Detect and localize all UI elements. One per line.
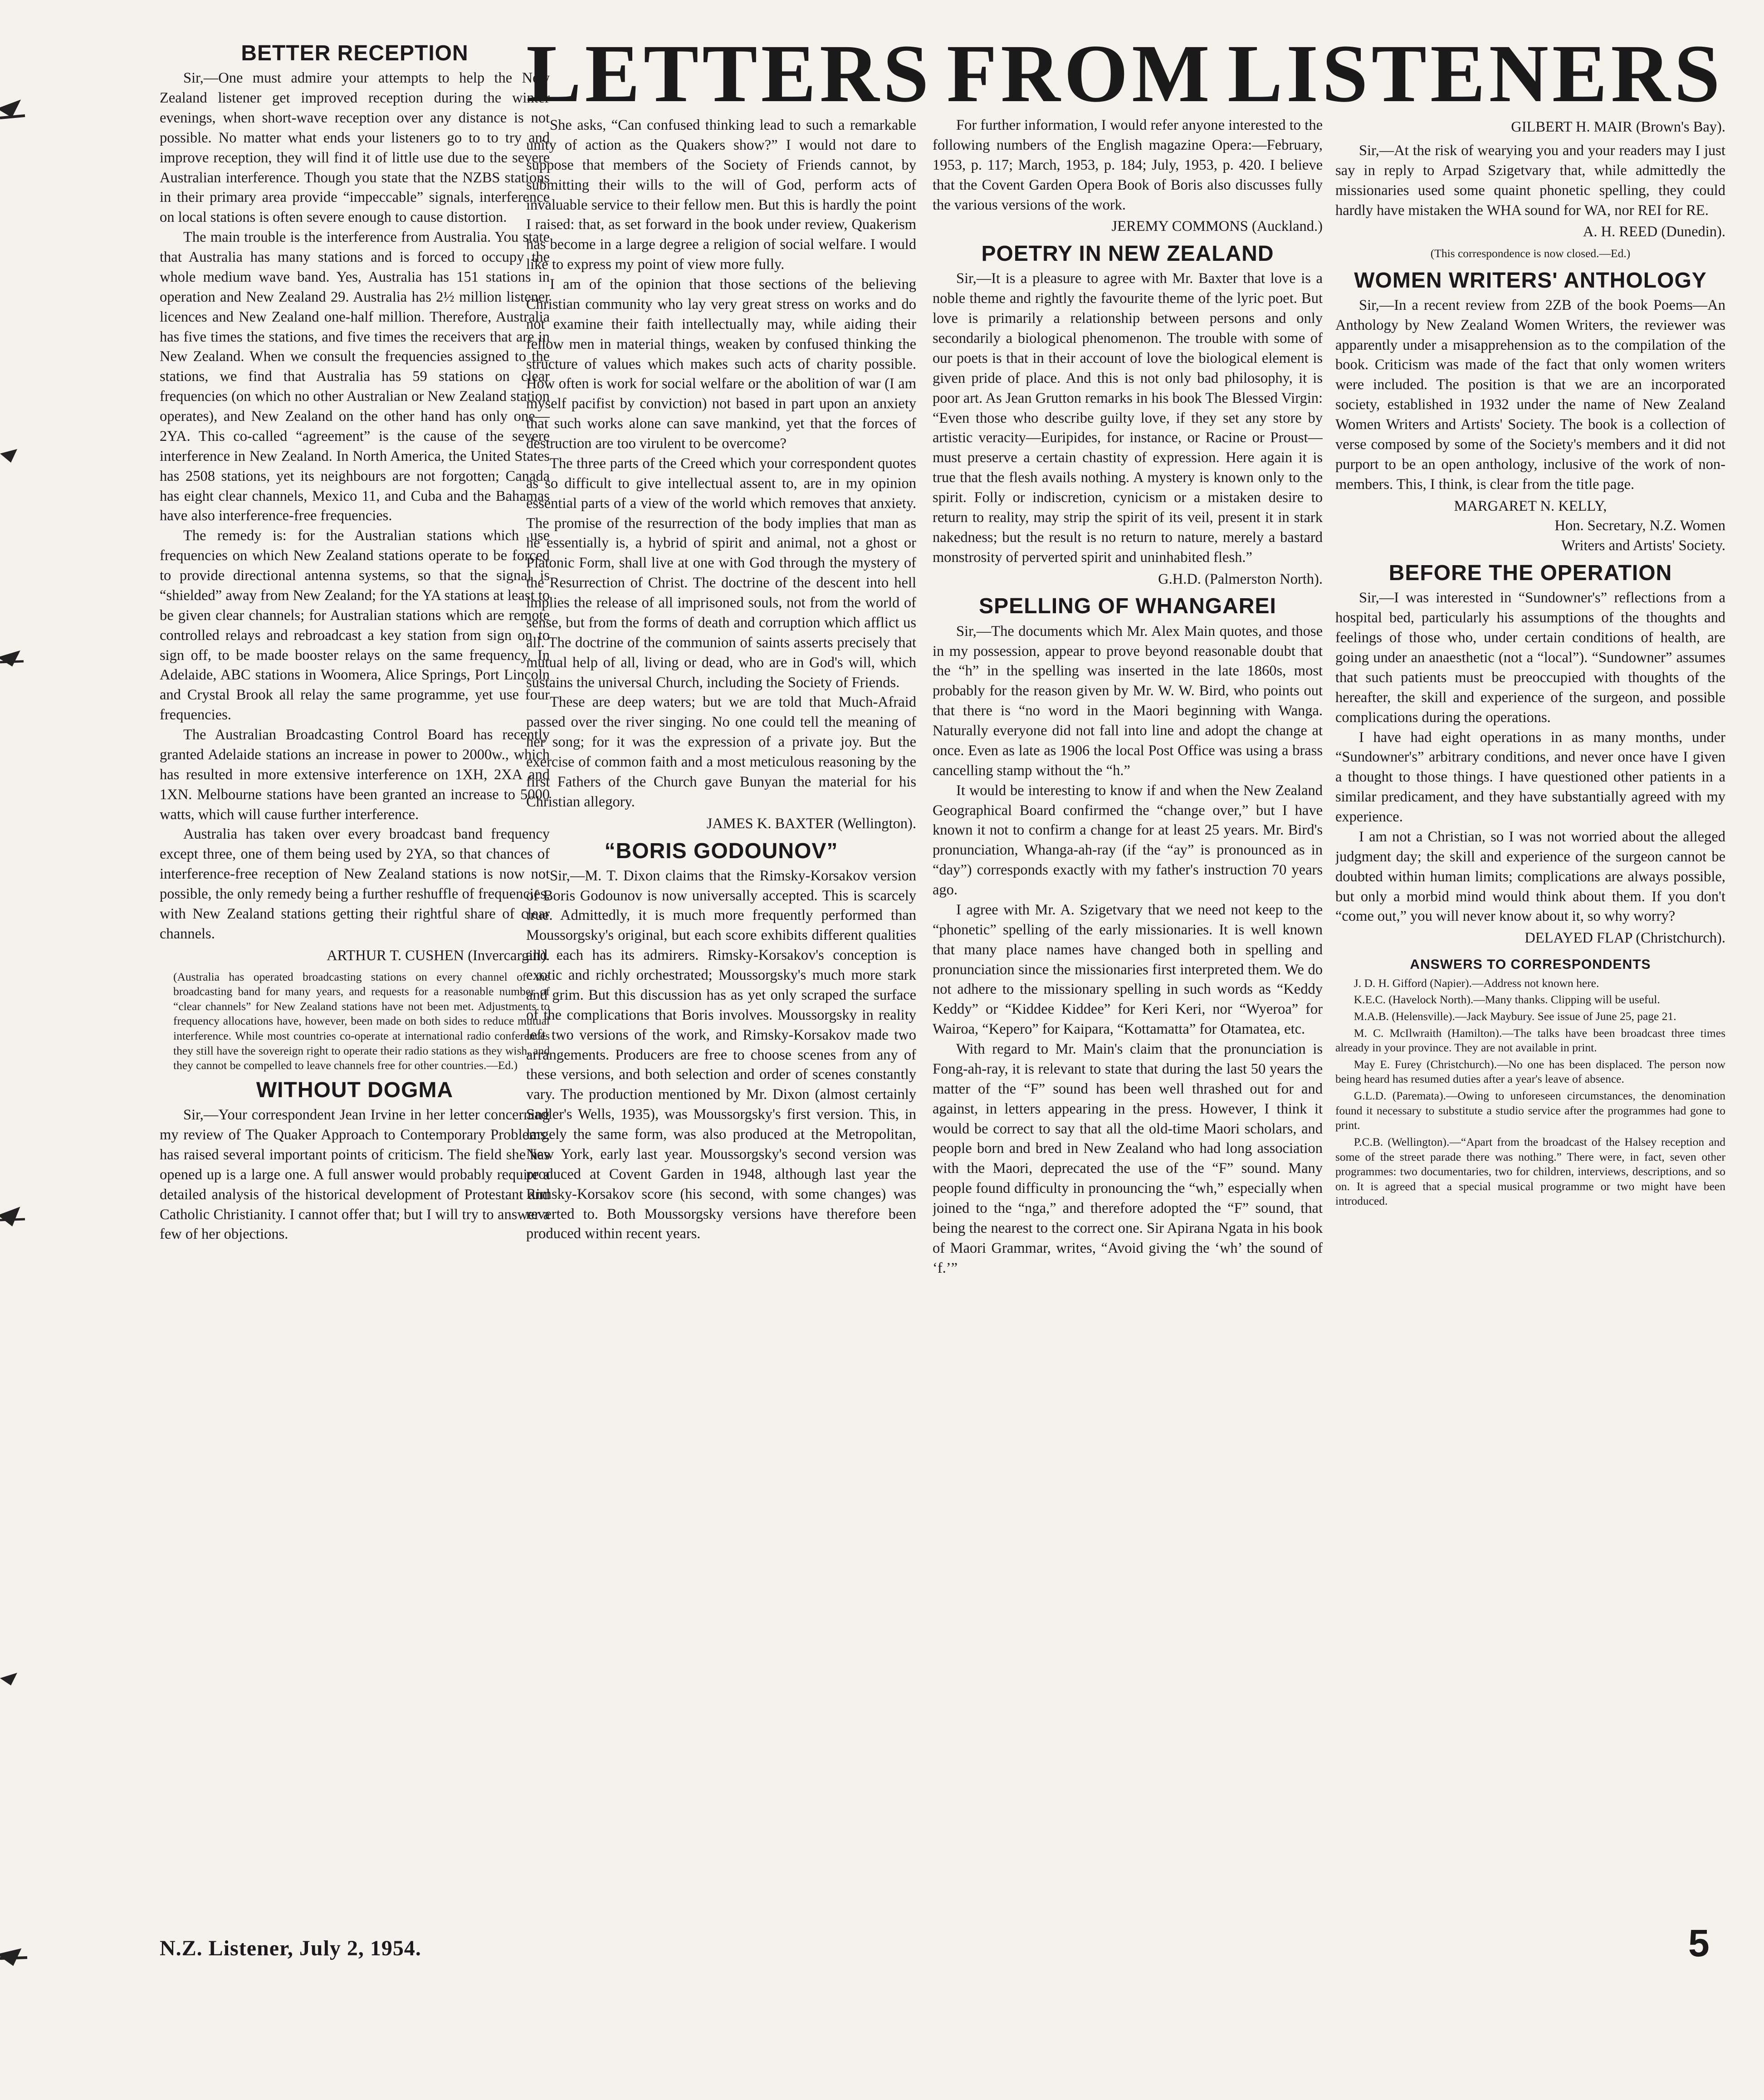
letter-paragraph: Sir,—It is a pleasure to agree with Mr. Baxter that love is a noble theme and rightly the favourite theme of the lyric poet. But love is primarily a relationship between persons and only secondarily a biological phenomenon. The trouble with some of our poets is that in their account of love the biological element is given pride of place. And this is not only bad philosophy, it is poor art. As Jean Grutton remarks in his book The Blessed Virgin: “Even those who describe guilty love, if they set any store by artistic veracity—Euripides, for instance, or Racine or Proust—must preserve a certain chastity of expression. Here again it is true that the flesh avails nothing. A mystery is known only to the spirit. Folly or indiscretion, cynicism or a mistaken desire to return to reality, may strip the spirit of its veil, present it in stark nakedness; but the result is no return to nature, merely a bastard monstrosity of perverted spirit and uninhabited flesh.” <box>933 270 1323 566</box>
letter-paragraph: She asks, “Can confused thinking lead to such a remarkable unity of action as the Quakers show?” I would not dare to suppose that members of the Society of Friends cannot, by submitting their wills to the will of God, perform acts of invaluable service to their fellow men. But this is hardly the point I raised: that, as set forward in the book under review, Quakerism has become in a large degree a religion of social welfare. I would like to express my point of view more fully. <box>526 117 916 273</box>
letter-paragraph: Sir,—I was interested in “Sundowner's” reflections from a hospital bed, particularly his assumptions of the thoughts and feelings of those who, under certain conditions of health, are going under an anaesthetic (not a “local”). “Sundowner” assumes that such patients must be preoccupied with thoughts of the hereafter, the skill and experience of the surgeon, and possible complications during the operations. <box>1335 590 1725 726</box>
letter-signature: JEREMY COMMONS (Auckland.) <box>1111 218 1323 235</box>
letter-paragraph: I am of the opinion that those sections of the believing Christian community who lay very great stress on works and do not examine their faith intellectually may, while aiding their fellow men in material things, weaken by confused thinking the structure of values which makes such acts of charity possible. How often is work for social welfare or the abolition of war (I am myself pacifist by conviction) not based in part upon an anxiety that such works alone can save mankind, yet that the forces of destruction are too virulent to be overcome? <box>526 276 916 452</box>
column-2 <box>526 116 916 1932</box>
letter-signature-title: Hon. Secretary, N.Z. Women <box>1554 518 1725 534</box>
letter-paragraph: The remedy is: for the Australian stations which use frequencies on which New Zealand stations operate to be forced to provide directional antenna systems, so that the signal is “shielded” away from New Zealand; for the YA stations at least to be given clear channels; for Australian stations which are remote controlled relays and rebroadcast a key station from sign on to sign off, to be made booster relays on the same frequency. In Adelaide, ABC stations in Woomera, Alice Springs, Port Lincoln and Crystal Brook all relay the same programme, yet use four frequencies. <box>160 527 550 723</box>
letter-paragraph: I am not a Christian, so I was not worried about the alleged judgment day; the skill and experience of the surgeon cannot be doubted within human limits; complications are always possible, but only a morbid mind would think about them. If you don't “come out,” you will never know about it, so why worry? <box>1335 828 1725 925</box>
answer-item: K.E.C. (Havelock North).—Many thanks. Clipping will be useful. <box>1354 993 1660 1006</box>
letter-paragraph: Sir,—M. T. Dixon claims that the Rimsky-Korsakov version of Boris Godounov is now universally accepted. This is scarcely true. Admittedly, it is much more frequently performed than Moussorgsky's original, but each score exhibits different qualities and each has its admirers. Rimsky-Korsakov's conception is exotic and richly orchestrated; Moussorgsky's much more stark and grim. But this discussion has as yet only scraped the surface of the complications that Boris involves. Moussorgsky in reality left two versions of the work, and Rimsky-Korsakov made two arrangements. Producers are free to choose scenes from any of these versions, and both selection and order of scenes constantly vary. The production mentioned by Mr. Dixon (almost certainly Sadler's Wells, 1935), was Moussorgsky's first version. This, in largely the same form, was also produced at the Metropolitan, New York, early last year. Moussorgsky's second version was produced at Covent Garden in 1948, although last year the Rimsky-Korsakov score (his second, with some changes) was reverted to. Both Moussorgsky versions have therefore been produced within recent years. <box>526 867 916 1242</box>
answer-item: P.C.B. (Wellington).—“Apart from the broadcast of the Halsey reception and some of the street parade there was nothing.” There were, in fact, seven other programmes: two documentaries, two for children, interviews, descriptions, and so on. It is agreed that a special musical programme or two might have been introduced. <box>1335 1135 1725 1208</box>
editor-note: (Australia has operated broadcasting stations on every channel of the broadcasting band for many years, and requests for a reasonable number of “clear channels” for New Zealand stations have not been met. Adjustments to frequency allocations have, however, been made on both sides to reduce mutual interference. While most countries co-operate at international radio conferences they still have the sovereign right to operate their radio stations as they wish, and they cannot be compelled to leave channels free for other countries.—Ed.) <box>173 970 550 1072</box>
answer-item: May E. Furey (Christchurch).—No one has been displaced. The person now being heard has resumed duties after a year's leave of absence. <box>1335 1057 1725 1086</box>
letter-paragraph: Sir,—The documents which Mr. Alex Main quotes, and those in my possession, appear to prove beyond reasonable doubt that the “h” in the spelling was inserted in the late 1860s, most probably for the reason given by Mr. W. W. Bird, who points out that there is “no word in the Maori beginning with Wanga. Naturally everyone did not fall into line and adopt the change at once. Even as late as 1906 the local Post Office was using a brass cancelling stamp without the “h.” <box>933 623 1323 779</box>
letter-paragraph: Sir,—One must admire your attempts to help the New Zealand listener get improved reception during the winter evenings, when short-wave reception over any distance is not possible. No matter what ends your listeners go to to try and improve reception, they will find it of little use due to the severe Australian interference. Though you state that the NZBS stations in their primary area provide “impeccable” signals, interference on local stations is often severe enough to cause distortion. <box>160 70 550 226</box>
column-3 <box>933 116 1323 1932</box>
letter-paragraph: With regard to Mr. Main's claim that the pronunciation is Fong-ah-ray, it is relevant to state that during the last 50 years the matter of the “F” sound has been well thrashed out for and against, in letters appearing in the press. However, I think it would be correct to say that all the old-time Maori scholars, and people born and bred in New Zealand who had long association with the Maori, deprecated the use of the “F” sound. Many people found difficulty in pronouncing the “wh,” especially when joined to the “nga,” and therefore adopted the “F” sound, that being the nearest to the correct one. Sir Apirana Ngata in his book of Maori Grammar, writes, “Avoid giving the ‘wh’ the sound of ‘f.’” <box>933 1041 1323 1276</box>
letter-paragraph: I agree with Mr. A. Szigetvary that we need not keep to the “phonetic” spelling of the early missionaries. It is well known that many place names have changed both in spelling and pronunciation since the missionaries first interpreted them. We do not adhere to the missionary spelling in such words as “Keddy Keddy” or “Kiddee Kiddee” for Keri Keri, nor “Wyeroa” for Wairoa, “Kepero” for Kaipara, “Kottamatta” for Otamatea, etc. <box>933 901 1323 1038</box>
letter-paragraph: The three parts of the Creed which your correspondent quotes as so difficult to give intellectual assent to, are in my opinion essential parts of a view of the world which removes that anxiety. The promise of the resurrection of the body implies that man as he essentially is, a hybrid of spirit and animal, not a ghost or Platonic Form, shall live at one with God through the mystery of the Resurrection of Christ. The doctrine of the descent into hell implies the release of all imprisoned souls, not from the world of sense, but from the forms of death and corruption which afflict us all. The doctrine of the communion of saints asserts precisely that mutual help of all, living or dead, who are in God's will, which sustains the universal Church, including the Society of Friends. <box>526 455 916 691</box>
masthead-word: FROM <box>946 28 1213 119</box>
binding-edge-marks <box>0 0 54 2100</box>
answers-heading: ANSWERS TO CORRESPONDENTS <box>1410 957 1651 972</box>
letter-signature: A. H. REED (Dunedin). <box>1583 224 1725 240</box>
letter-signature: ARTHUR T. CUSHEN (Invercargill). <box>327 947 550 964</box>
letter-paragraph: For further information, I would refer anyone interested to the following numbers of the English magazine Opera:—February, 1953, p. 117; March, 1953, p. 184; July, 1953, p. 420. I believe that the Covent Garden Opera Book of Boris also discusses fully the various versions of the work. <box>933 117 1323 213</box>
column-1 <box>160 36 550 1932</box>
answer-item: G.L.D. (Paremata).—Owing to unforeseen circumstances, the denomination found it necessary to substitute a studio service after the programmes had gone to print. <box>1335 1089 1725 1132</box>
editor-note: (This correspondence is now closed.—Ed.) <box>1430 247 1631 260</box>
letter-paragraph: The main trouble is the interference from Australia. You state that Australia has many stations and is forced to occupy the whole medium wave band. Yes, Australia has 151 stations in operation and New Zealand 29. Australia has 2½ million listener licences and New Zealand one-half million. Therefore, Australia has five times the stations, and five times the receivers that are in New Zealand. When we consult the frequencies assigned to the stations, we find that Australia has 59 stations on clear frequencies (on which no other Australian or New Zealand station operates), and New Zealand on the other hand has only one—2YA. This co-called “agreement” is the cause of the severe interference in New Zealand. In North America, the United States has 2508 stations, yet its neighbours are not forgotten; Canada has eight clear channels, Mexico 11, and Cuba and the Bahamas have also interference-free frequencies. <box>160 229 550 524</box>
letter-heading-poetry-nz: POETRY IN NEW ZEALAND <box>981 242 1274 266</box>
letter-paragraph: Australia has taken over every broadcast band frequency except three, one of them being used by 2YA, so that chances of interference-free reception of New Zealand stations is now not possible, the only remedy being a further reshuffle of frequencies, with New Zealand stations getting their rightful share of clear channels. <box>160 826 550 942</box>
letter-heading-women-writers: WOMEN WRITERS' ANTHOLOGY <box>1354 268 1707 293</box>
letter-paragraph: The Australian Broadcasting Control Board has recently granted Adelaide stations an increase in power to 2000w., which has resulted in more extensive interference on 1XH, 2XA and 1XN. Melbourne stations have been granted an increase to 5000 watts, which will cause further interference. <box>160 727 550 823</box>
letter-heading-before-operation: BEFORE THE OPERATION <box>1388 561 1672 586</box>
letter-paragraph: Sir,—Your correspondent Jean Irvine in her letter concerning my review of The Quaker Approach to Contemporary Problems, has raised several important points of criticism. The field she has opened up is a large one. A full answer would probably require a detailed analysis of the historical development of Protestant and Catholic Christianity. I cannot offer that; but I will try to answer a few of her objections. <box>160 1107 550 1243</box>
letter-heading-better-reception: BETTER RECEPTION <box>241 41 469 65</box>
answer-item: M. C. McIlwraith (Hamilton).—The talks have been broadcast three times already in your province. They are not available in print. <box>1335 1026 1725 1055</box>
answer-item: J. D. H. Gifford (Napier).—Address not known here. <box>1354 976 1599 990</box>
letter-paragraph: Sir,—At the risk of wearying you and your readers may I just say in reply to Arpad Szigetvary that, while admittedly the missionaries used some quaint phonetic spelling, they could hardly have mistaken the WHA sound for WA, nor REI for RE. <box>1335 142 1725 219</box>
letter-signature-org: Writers and Artists' Society. <box>1561 537 1725 554</box>
letter-signature: JAMES K. BAXTER (Wellington). <box>706 815 916 832</box>
masthead-word: LETTERS <box>526 28 933 119</box>
answer-item: M.A.B. (Helensville).—Jack Maybury. See issue of June 25, page 21. <box>1354 1009 1676 1023</box>
column-4 <box>1335 116 1725 1932</box>
letter-signature: GILBERT H. MAIR (Brown's Bay). <box>1511 119 1725 135</box>
letter-paragraph: These are deep waters; but we are told that Much-Afraid passed over the river singing. No one could tell the meaning of her song; for it was the expression of a private joy. But the exercise of common faith and a most meticulous reasoning by the first Fathers of the Church gave Bunyan the material for his Christian allegory. <box>526 694 916 810</box>
letter-heading-spelling-whangarei: SPELLING OF WHANGAREI <box>979 594 1276 619</box>
page-number: 5 <box>1688 1922 1710 1964</box>
masthead-word: LISTENERS <box>1227 28 1724 119</box>
letter-paragraph: Sir,—In a recent review from 2ZB of the book Poems—An Anthology by New Zealand Women Writers, the reviewer was apparently under a misapprehension as to the compilation of the book. Criticism was made of the fact that only women writers were included. The position is that we are an incorporated society, established in 1932 under the name of New Zealand Women Writers and Artists' Society. The book is a collection of verse composed by some of the Society's members and it did not purport to be an open anthology, inclusive of the work of non-members. This, I think, is clear from the title page. <box>1335 297 1725 493</box>
publication-footer: N.Z. Listener, July 2, 1954. <box>160 1936 421 1960</box>
letter-paragraph: I have had eight operations in as many months, under “Sundowner's” arbitrary conditions, and never once have I given a thought to those things. I have questioned other patients in a similar predicament, and they have substantially agreed with my experience. <box>1335 729 1725 825</box>
letter-signature: G.H.D. (Palmerston North). <box>1158 571 1323 587</box>
masthead <box>526 28 1724 119</box>
letter-signature: MARGARET N. KELLY, <box>1454 498 1607 514</box>
letter-paragraph: It would be interesting to know if and when the New Zealand Geographical Board confirmed the “change over,” but I have known it not to confirm a change for at least 25 years. Mr. Bird's pronunciation, Whanga-ah-ray (if the “ay” is pronounced as in “day”) corresponds exactly with my father's instruction 70 years ago. <box>933 782 1323 898</box>
letter-heading-without-dogma: WITHOUT DOGMA <box>256 1078 454 1102</box>
letter-heading-boris-godounov: “BORIS GODOUNOV” <box>604 839 838 863</box>
letter-signature: DELAYED FLAP (Christchurch). <box>1525 930 1725 947</box>
